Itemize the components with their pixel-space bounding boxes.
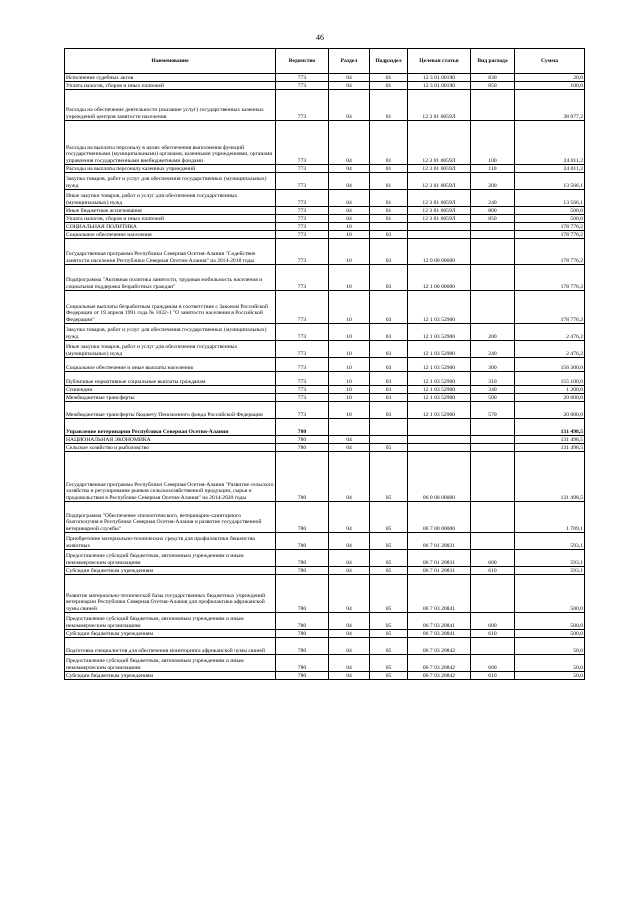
cell-section: 10 bbox=[329, 231, 370, 239]
cell-department: 773 bbox=[276, 386, 329, 394]
cell-target-article: 12 3 01 00190 bbox=[408, 74, 471, 82]
table-row bbox=[65, 82, 585, 90]
cell-sum: 500,0 bbox=[515, 215, 585, 223]
cell-sum: 593,1 bbox=[515, 550, 585, 567]
cell-expense-type: 850 bbox=[471, 215, 515, 223]
cell-expense-type bbox=[471, 444, 515, 452]
cell-subsection: 05 bbox=[370, 502, 408, 533]
table-row bbox=[65, 207, 585, 215]
cell-name: Приобретение материально-технических средств для профилактики бешенства животных bbox=[65, 533, 276, 550]
cell-department: 780 bbox=[276, 567, 329, 575]
table-row bbox=[65, 358, 585, 372]
cell-expense-type: 110 bbox=[471, 165, 515, 173]
cell-target-article: 12 1 03 52900 bbox=[408, 358, 471, 372]
cell-sum: 500,0 bbox=[515, 630, 585, 638]
cell-sum: 38 077,2 bbox=[515, 90, 585, 121]
cell-name: НАЦИОНАЛЬНАЯ ЭКОНОМИКА bbox=[65, 436, 276, 444]
table-row bbox=[65, 239, 585, 265]
table-row bbox=[65, 613, 585, 630]
cell-sum: 2 476,2 bbox=[515, 324, 585, 341]
table-row bbox=[65, 223, 585, 231]
cell-expense-type bbox=[471, 231, 515, 239]
cell-target-article: 06 7 03 20841 bbox=[408, 613, 471, 630]
cell-sum: 20,0 bbox=[515, 74, 585, 82]
cell-sum: 20 000,0 bbox=[515, 402, 585, 419]
cell-expense-type: 310 bbox=[471, 372, 515, 386]
cell-sum: 155 100,0 bbox=[515, 372, 585, 386]
cell-target-article: 06 7 03 20842 bbox=[408, 655, 471, 672]
cell-department: 780 bbox=[276, 575, 329, 613]
table-row bbox=[65, 402, 585, 419]
cell-sum: 50,0 bbox=[515, 655, 585, 672]
cell-department: 773 bbox=[276, 324, 329, 341]
cell-sum: 24 011,2 bbox=[515, 165, 585, 173]
cell-expense-type: 600 bbox=[471, 655, 515, 672]
cell-expense-type: 610 bbox=[471, 672, 515, 680]
cell-target-article: 12 1 03 52900 bbox=[408, 386, 471, 394]
cell-subsection: 01 bbox=[370, 207, 408, 215]
cell-subsection: 05 bbox=[370, 550, 408, 567]
table-row bbox=[65, 291, 585, 324]
cell-department: 773 bbox=[276, 223, 329, 231]
cell-section: 04 bbox=[329, 452, 370, 502]
header-name: Наименование bbox=[65, 49, 276, 74]
cell-section: 10 bbox=[329, 239, 370, 265]
cell-subsection: 05 bbox=[370, 672, 408, 680]
table-row bbox=[65, 165, 585, 173]
cell-expense-type: 200 bbox=[471, 173, 515, 190]
cell-department: 773 bbox=[276, 394, 329, 402]
cell-name: Расходы на обеспечение деятельности (оказание услуг) государственных казенных учреждений центров занятости населения bbox=[65, 90, 276, 121]
cell-department: 780 bbox=[276, 444, 329, 452]
cell-department: 773 bbox=[276, 207, 329, 215]
cell-sum: 131 498,5 bbox=[515, 436, 585, 444]
cell-name: Государственная программа Республики Северная Осетия-Алания "Содействие занятости населения Республики Северная Осетия-Алания" на 2014-2018 годы bbox=[65, 239, 276, 265]
cell-target-article: 12 0 00 00000 bbox=[408, 239, 471, 265]
cell-subsection: 01 bbox=[370, 165, 408, 173]
cell-section: 04 bbox=[329, 575, 370, 613]
table-row bbox=[65, 372, 585, 386]
cell-expense-type bbox=[471, 533, 515, 550]
cell-section: 04 bbox=[329, 82, 370, 90]
cell-name: Сельское хозяйство и рыболовство bbox=[65, 444, 276, 452]
cell-expense-type bbox=[471, 419, 515, 436]
cell-section: 10 bbox=[329, 324, 370, 341]
cell-department: 773 bbox=[276, 90, 329, 121]
cell-target-article: 12 1 03 52900 bbox=[408, 341, 471, 358]
cell-sum: 13 566,1 bbox=[515, 190, 585, 207]
table-row bbox=[65, 121, 585, 165]
cell-name: Управление ветеринарии Республики Северная Осетия-Алания bbox=[65, 419, 276, 436]
cell-department: 780 bbox=[276, 630, 329, 638]
budget-table bbox=[64, 48, 585, 680]
table-row bbox=[65, 567, 585, 575]
cell-subsection: 03 bbox=[370, 341, 408, 358]
table-row bbox=[65, 419, 585, 436]
cell-sum: 178 776,2 bbox=[515, 291, 585, 324]
cell-sum: 500,0 bbox=[515, 613, 585, 630]
cell-section: 04 bbox=[329, 630, 370, 638]
cell-subsection: 01 bbox=[370, 173, 408, 190]
cell-expense-type bbox=[471, 452, 515, 502]
cell-section: 04 bbox=[329, 90, 370, 121]
cell-section: 04 bbox=[329, 638, 370, 655]
table-row bbox=[65, 190, 585, 207]
cell-subsection bbox=[370, 223, 408, 231]
table-row bbox=[65, 655, 585, 672]
cell-target-article: 12 3 01 0059Л bbox=[408, 190, 471, 207]
cell-name: Межбюджетные трансферты бюджету Пенсионного фонда Российской Федерации bbox=[65, 402, 276, 419]
cell-name: Уплата налогов, сборов и иных платежей bbox=[65, 215, 276, 223]
cell-expense-type bbox=[471, 90, 515, 121]
cell-target-article: 06 7 03 20841 bbox=[408, 575, 471, 613]
cell-target-article: 12 1 03 52900 bbox=[408, 402, 471, 419]
cell-expense-type bbox=[471, 239, 515, 265]
cell-sum: 178 776,2 bbox=[515, 223, 585, 231]
cell-target-article bbox=[408, 444, 471, 452]
cell-section: 04 bbox=[329, 215, 370, 223]
table-row bbox=[65, 324, 585, 341]
table-row bbox=[65, 575, 585, 613]
cell-subsection: 05 bbox=[370, 452, 408, 502]
cell-name: Расходы на выплаты персоналу казенных учреждений bbox=[65, 165, 276, 173]
cell-target-article bbox=[408, 419, 471, 436]
cell-target-article bbox=[408, 436, 471, 444]
cell-department: 773 bbox=[276, 341, 329, 358]
cell-sum: 20 000,0 bbox=[515, 394, 585, 402]
table-row bbox=[65, 444, 585, 452]
cell-subsection: 05 bbox=[370, 575, 408, 613]
cell-department: 780 bbox=[276, 436, 329, 444]
cell-subsection: 01 bbox=[370, 121, 408, 165]
cell-target-article: 06 0 00 00000 bbox=[408, 452, 471, 502]
cell-department: 780 bbox=[276, 672, 329, 680]
cell-name: Подпрограмма "Активная политика занятости, трудовая мобильность населения и социальная поддержка безработных граждан" bbox=[65, 265, 276, 291]
cell-section: 04 bbox=[329, 672, 370, 680]
cell-section: 04 bbox=[329, 613, 370, 630]
header-section: Раздел bbox=[329, 49, 370, 74]
cell-target-article: 12 1 00 00000 bbox=[408, 265, 471, 291]
cell-section: 10 bbox=[329, 402, 370, 419]
cell-expense-type: 830 bbox=[471, 74, 515, 82]
cell-sum: 500,0 bbox=[515, 207, 585, 215]
cell-department: 773 bbox=[276, 165, 329, 173]
cell-section: 10 bbox=[329, 358, 370, 372]
cell-subsection: 03 bbox=[370, 358, 408, 372]
cell-name: Предоставление субсидий бюджетным, автономным учреждениям и иным некоммерческим организациям bbox=[65, 550, 276, 567]
table-row bbox=[65, 173, 585, 190]
cell-target-article: 12 1 03 52900 bbox=[408, 291, 471, 324]
cell-target-article: 12 1 03 52900 bbox=[408, 324, 471, 341]
cell-subsection: 03 bbox=[370, 324, 408, 341]
cell-section: 04 bbox=[329, 655, 370, 672]
cell-subsection: 01 bbox=[370, 82, 408, 90]
cell-expense-type bbox=[471, 265, 515, 291]
cell-subsection: 03 bbox=[370, 291, 408, 324]
cell-department: 780 bbox=[276, 419, 329, 436]
cell-expense-type: 100 bbox=[471, 121, 515, 165]
cell-subsection: 05 bbox=[370, 638, 408, 655]
table-row bbox=[65, 215, 585, 223]
table-row bbox=[65, 533, 585, 550]
cell-department: 780 bbox=[276, 550, 329, 567]
cell-expense-type bbox=[471, 502, 515, 533]
header-department: Ведомство bbox=[276, 49, 329, 74]
cell-name: Иные бюджетные ассигнования bbox=[65, 207, 276, 215]
cell-department: 773 bbox=[276, 190, 329, 207]
cell-department: 773 bbox=[276, 215, 329, 223]
cell-department: 773 bbox=[276, 82, 329, 90]
cell-name: Государственная программа Республики Северная Осетия-Алания "Развитие сельского хозяйства и регулирование рынков сельскохозяйственной продукции, сырья и продовольствия в Республике Северная Осетия-Алания" на 2014-2020 годы bbox=[65, 452, 276, 502]
table-row bbox=[65, 386, 585, 394]
cell-name: Субсидии бюджетным учреждениям bbox=[65, 672, 276, 680]
cell-department: 773 bbox=[276, 402, 329, 419]
cell-sum: 50,0 bbox=[515, 638, 585, 655]
cell-subsection: 05 bbox=[370, 567, 408, 575]
cell-subsection bbox=[370, 419, 408, 436]
cell-expense-type bbox=[471, 575, 515, 613]
cell-expense-type: 570 bbox=[471, 402, 515, 419]
cell-name: Закупка товаров, работ и услуг для обеспечения государственных (муниципальных) нужд bbox=[65, 324, 276, 341]
cell-sum: 500,0 bbox=[515, 575, 585, 613]
cell-sum: 178 776,2 bbox=[515, 231, 585, 239]
cell-department: 780 bbox=[276, 613, 329, 630]
cell-subsection: 03 bbox=[370, 239, 408, 265]
cell-sum: 13 566,1 bbox=[515, 173, 585, 190]
cell-department: 773 bbox=[276, 74, 329, 82]
cell-department: 780 bbox=[276, 533, 329, 550]
cell-subsection: 03 bbox=[370, 402, 408, 419]
table-row bbox=[65, 452, 585, 502]
cell-subsection: 05 bbox=[370, 630, 408, 638]
cell-target-article bbox=[408, 231, 471, 239]
cell-subsection: 03 bbox=[370, 372, 408, 386]
cell-expense-type bbox=[471, 223, 515, 231]
cell-name: Расходы на выплаты персоналу в целях обеспечения выполнения функций государственными (муниципальными) органами, казенными учреждениями, органами управления государственными внебюджетными фондами bbox=[65, 121, 276, 165]
table-header bbox=[65, 49, 585, 74]
cell-expense-type: 600 bbox=[471, 613, 515, 630]
cell-section: 04 bbox=[329, 74, 370, 82]
table-row bbox=[65, 265, 585, 291]
cell-section: 04 bbox=[329, 165, 370, 173]
cell-subsection: 03 bbox=[370, 265, 408, 291]
header-expense-type: Вид расхода bbox=[471, 49, 515, 74]
cell-expense-type: 240 bbox=[471, 190, 515, 207]
cell-target-article: 12 1 03 52900 bbox=[408, 372, 471, 386]
table-row bbox=[65, 231, 585, 239]
cell-subsection: 05 bbox=[370, 655, 408, 672]
cell-target-article: 12 1 03 52900 bbox=[408, 394, 471, 402]
cell-target-article: 12 3 01 0059Л bbox=[408, 215, 471, 223]
table-body bbox=[65, 74, 585, 680]
cell-target-article: 06 7 03 20842 bbox=[408, 638, 471, 655]
cell-subsection: 01 bbox=[370, 190, 408, 207]
cell-name: Стипендии bbox=[65, 386, 276, 394]
cell-expense-type: 610 bbox=[471, 567, 515, 575]
table-row bbox=[65, 502, 585, 533]
cell-section: 04 bbox=[329, 121, 370, 165]
cell-sum: 24 011,2 bbox=[515, 121, 585, 165]
cell-expense-type: 610 bbox=[471, 630, 515, 638]
table-row bbox=[65, 341, 585, 358]
table-row bbox=[65, 90, 585, 121]
cell-name: Предоставление субсидий бюджетным, автономным учреждениям и иным некоммерческим организациям bbox=[65, 655, 276, 672]
cell-name: Субсидии бюджетным учреждениям bbox=[65, 630, 276, 638]
cell-name: Иные закупки товаров, работ и услуг для обеспечения государственных (муниципальных) нужд bbox=[65, 190, 276, 207]
cell-subsection: 05 bbox=[370, 444, 408, 452]
cell-department: 780 bbox=[276, 655, 329, 672]
cell-sum: 178 776,2 bbox=[515, 239, 585, 265]
cell-section: 10 bbox=[329, 265, 370, 291]
cell-target-article: 12 3 01 0059Л bbox=[408, 173, 471, 190]
cell-expense-type: 850 bbox=[471, 82, 515, 90]
header-subsection: Подраздел bbox=[370, 49, 408, 74]
cell-subsection: 03 bbox=[370, 231, 408, 239]
cell-section: 10 bbox=[329, 291, 370, 324]
cell-section: 10 bbox=[329, 386, 370, 394]
cell-target-article: 12 3 01 0059Л bbox=[408, 165, 471, 173]
cell-name: Предоставление субсидий бюджетным, автономным учреждениям и иным некоммерческим организациям bbox=[65, 613, 276, 630]
cell-expense-type: 340 bbox=[471, 386, 515, 394]
cell-department: 773 bbox=[276, 239, 329, 265]
cell-expense-type: 600 bbox=[471, 550, 515, 567]
table-row bbox=[65, 638, 585, 655]
cell-section: 10 bbox=[329, 394, 370, 402]
table-row bbox=[65, 436, 585, 444]
cell-expense-type: 240 bbox=[471, 341, 515, 358]
cell-section: 04 bbox=[329, 173, 370, 190]
cell-section: 10 bbox=[329, 223, 370, 231]
cell-department: 773 bbox=[276, 358, 329, 372]
cell-section: 04 bbox=[329, 550, 370, 567]
cell-department: 773 bbox=[276, 291, 329, 324]
cell-subsection: 05 bbox=[370, 533, 408, 550]
cell-target-article: 12 3 01 0059Л bbox=[408, 90, 471, 121]
cell-expense-type bbox=[471, 436, 515, 444]
cell-sum: 131 498,5 bbox=[515, 452, 585, 502]
cell-target-article: 06 7 00 00000 bbox=[408, 502, 471, 533]
cell-name: Межбюджетные трансферты bbox=[65, 394, 276, 402]
table-row bbox=[65, 630, 585, 638]
cell-expense-type: 200 bbox=[471, 324, 515, 341]
cell-target-article: 06 7 01 20831 bbox=[408, 550, 471, 567]
cell-department: 773 bbox=[276, 372, 329, 386]
cell-department: 780 bbox=[276, 502, 329, 533]
cell-section: 04 bbox=[329, 567, 370, 575]
cell-section: 04 bbox=[329, 502, 370, 533]
cell-section: 10 bbox=[329, 341, 370, 358]
cell-department: 773 bbox=[276, 231, 329, 239]
cell-section: 04 bbox=[329, 436, 370, 444]
cell-section: 04 bbox=[329, 533, 370, 550]
cell-department: 780 bbox=[276, 452, 329, 502]
cell-sum: 131 498,5 bbox=[515, 419, 585, 436]
table-row bbox=[65, 550, 585, 567]
cell-target-article: 12 3 01 00190 bbox=[408, 82, 471, 90]
cell-section: 10 bbox=[329, 372, 370, 386]
table-row bbox=[65, 672, 585, 680]
cell-subsection bbox=[370, 436, 408, 444]
cell-sum: 156 300,0 bbox=[515, 358, 585, 372]
cell-name: Подготовка специалистов для обеспечения мониторинга африканской чумы свиней bbox=[65, 638, 276, 655]
cell-section: 04 bbox=[329, 207, 370, 215]
cell-sum: 100,0 bbox=[515, 82, 585, 90]
cell-sum: 593,1 bbox=[515, 567, 585, 575]
cell-subsection: 03 bbox=[370, 386, 408, 394]
cell-subsection: 03 bbox=[370, 394, 408, 402]
cell-name: Закупка товаров, работ и услуг для обеспечения государственных (муниципальных) нужд bbox=[65, 173, 276, 190]
cell-sum: 1 709,1 bbox=[515, 502, 585, 533]
cell-target-article: 06 7 03 20841 bbox=[408, 630, 471, 638]
cell-department: 780 bbox=[276, 638, 329, 655]
table-row bbox=[65, 74, 585, 82]
cell-sum: 2 476,2 bbox=[515, 341, 585, 358]
cell-name: Публичные нормативные социальные выплаты гражданам bbox=[65, 372, 276, 386]
cell-subsection: 01 bbox=[370, 215, 408, 223]
cell-target-article: 12 3 01 0059Л bbox=[408, 207, 471, 215]
cell-section: 04 bbox=[329, 190, 370, 207]
cell-expense-type bbox=[471, 291, 515, 324]
cell-sum: 593,1 bbox=[515, 533, 585, 550]
table-row bbox=[65, 394, 585, 402]
cell-target-article bbox=[408, 223, 471, 231]
cell-department: 773 bbox=[276, 265, 329, 291]
cell-target-article: 06 7 01 20831 bbox=[408, 567, 471, 575]
cell-subsection: 01 bbox=[370, 90, 408, 121]
cell-subsection: 05 bbox=[370, 613, 408, 630]
cell-sum: 1 200,0 bbox=[515, 386, 585, 394]
cell-target-article: 06 7 01 20831 bbox=[408, 533, 471, 550]
cell-sum: 178 776,2 bbox=[515, 265, 585, 291]
cell-name: Социальные выплаты безработным гражданам в соответствие с Законом Российской Федерации от 19 апреля 1991 года № 1032-1 "О занятости населения в Российской Федерации" bbox=[65, 291, 276, 324]
header-target-article: Целевая статья bbox=[408, 49, 471, 74]
cell-name: Иные закупки товаров, работ и услуг для обеспечения государственных (муниципальных) нужд bbox=[65, 341, 276, 358]
cell-name: Исполнение судебных актов bbox=[65, 74, 276, 82]
cell-section: 04 bbox=[329, 444, 370, 452]
cell-sum: 131 498,5 bbox=[515, 444, 585, 452]
cell-name: Уплата налогов, сборов и иных платежей bbox=[65, 82, 276, 90]
cell-expense-type: 300 bbox=[471, 358, 515, 372]
cell-department: 773 bbox=[276, 173, 329, 190]
cell-name: Субсидии бюджетным учреждениям bbox=[65, 567, 276, 575]
cell-target-article: 06 7 03 20842 bbox=[408, 672, 471, 680]
cell-name: Социальное обеспечение и иные выплаты населению bbox=[65, 358, 276, 372]
cell-expense-type: 800 bbox=[471, 207, 515, 215]
header-sum: Сумма bbox=[515, 49, 585, 74]
cell-expense-type bbox=[471, 638, 515, 655]
cell-name: СОЦИАЛЬНАЯ ПОЛИТИКА bbox=[65, 223, 276, 231]
cell-sum: 50,0 bbox=[515, 672, 585, 680]
cell-department: 773 bbox=[276, 121, 329, 165]
cell-name: Социальное обеспечение населения bbox=[65, 231, 276, 239]
cell-section bbox=[329, 419, 370, 436]
cell-expense-type: 500 bbox=[471, 394, 515, 402]
cell-name: Подпрограмма "Обеспечение эпизоотического, ветеринарно-санитарного благополучия в Республике Северная Осетия-Алания и развитие государственной ветеринарной службы" bbox=[65, 502, 276, 533]
cell-subsection: 01 bbox=[370, 74, 408, 82]
page-number: 46 bbox=[316, 33, 324, 42]
cell-target-article: 12 3 01 0059Л bbox=[408, 121, 471, 165]
cell-name: Развитие материально-технической базы государственных бюджетных учреждений ветеринарии Республики Северная Осетия-Алания для профилактики африканской чумы свиней bbox=[65, 575, 276, 613]
